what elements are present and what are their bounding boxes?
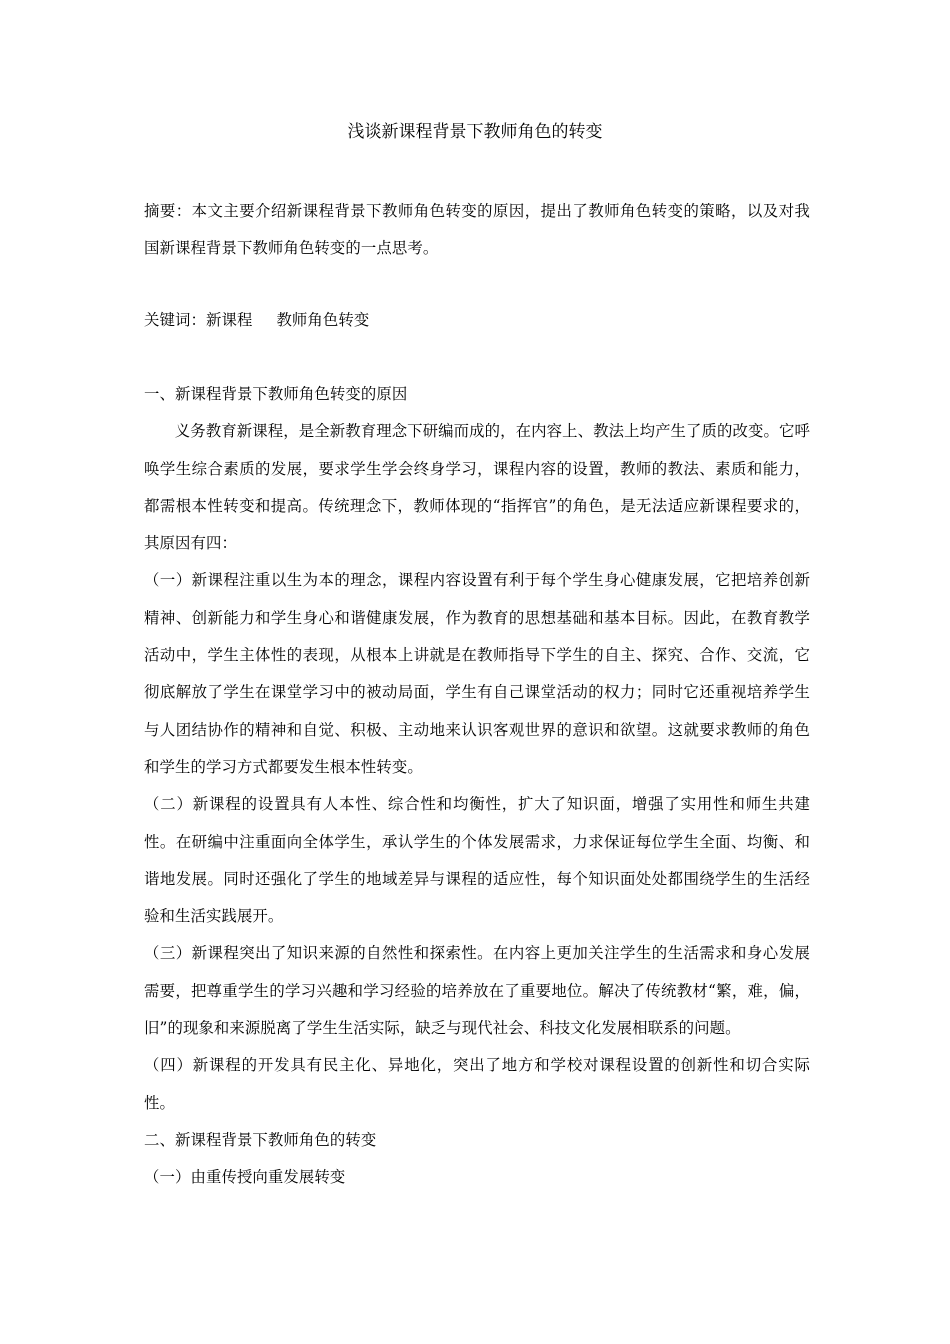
reason2-paragraph: （二）新课程的设置具有人本性、综合性和均衡性，扩大了知识面，增强了实用性和师生共建性。在研编中注重面向全体学生，承认学生的个体发展需求，力求保证每位学生全面、均衡、和谐地发展。同时还强化了学生的地域差异与课程的适应性，每个知识面处处都围绕学生的生活经验和生活实践展开。 xyxy=(144,795,810,926)
main-body xyxy=(144,376,810,1197)
subsection1-heading: （一）由重传授向重发展转变 xyxy=(144,1168,346,1187)
document-title: 浅谈新课程背景下教师角色的转变 xyxy=(347,122,603,142)
section2-heading: 二、新课程背景下教师角色的转变 xyxy=(144,1130,377,1149)
reason1-paragraph: （一）新课程注重以生为本的理念，课程内容设置有利于每个学生身心健康发展，它把培养创新精神、创新能力和学生身心和谐健康发展，作为教育的思想基础和基本目标。因此，在教育教学活动中，学生主体性的表现，从根本上讲就是在教师指导下学生的自主、探究、合作、交流，它彻底解放了学生在课堂学习中的被动局面，学生有自己课堂活动的权力；同时它还重视培养学生与人团结协作的精神和自觉、积极、主动地来认识客观世界的意识和欲望。这就要求教师的角色和学生的学习方式都要发生根本性转变。 xyxy=(144,571,810,776)
reason3-paragraph: （三）新课程突出了知识来源的自然性和探索性。在内容上更加关注学生的生活需求和身心发展需要，把尊重学生的学习兴趣和学习经验的培养放在了重要地位。解决了传统教材“繁，难，偏，旧”的现象和来源脱离了学生生活实际，缺乏与现代社会、科技文化发展相联系的问题。 xyxy=(144,944,810,1038)
keywords-term: 教师角色转变 xyxy=(276,311,370,329)
abstract-block xyxy=(144,193,810,268)
section1-heading: 一、新课程背景下教师角色转变的原因 xyxy=(144,385,408,403)
keywords-label: 关键词：新课程 xyxy=(144,311,253,329)
keywords-line xyxy=(144,302,810,339)
section1-intro-paragraph: 义务教育新课程，是全新教育理念下研编而成的，在内容上、教法上均产生了质的改变。它呼唤学生综合素质的发展，要求学生学会终身学习，课程内容的设置，教师的教法、素质和能力，都需根本性转变和提高。传统理念下，教师体现的“指挥官”的角色，是无法适应新课程要求的，其原因有四： xyxy=(144,422,810,553)
reason4-paragraph: （四）新课程的开发具有民主化、异地化，突出了地方和学校对课程设置的创新性和切合实际性。 xyxy=(144,1056,810,1112)
abstract-paragraph: 摘要：本文主要介绍新课程背景下教师角色转变的原因，提出了教师角色转变的策略，以及对我国新课程背景下教师角色转变的一点思考。 xyxy=(144,202,810,258)
keywords-block xyxy=(144,302,810,339)
